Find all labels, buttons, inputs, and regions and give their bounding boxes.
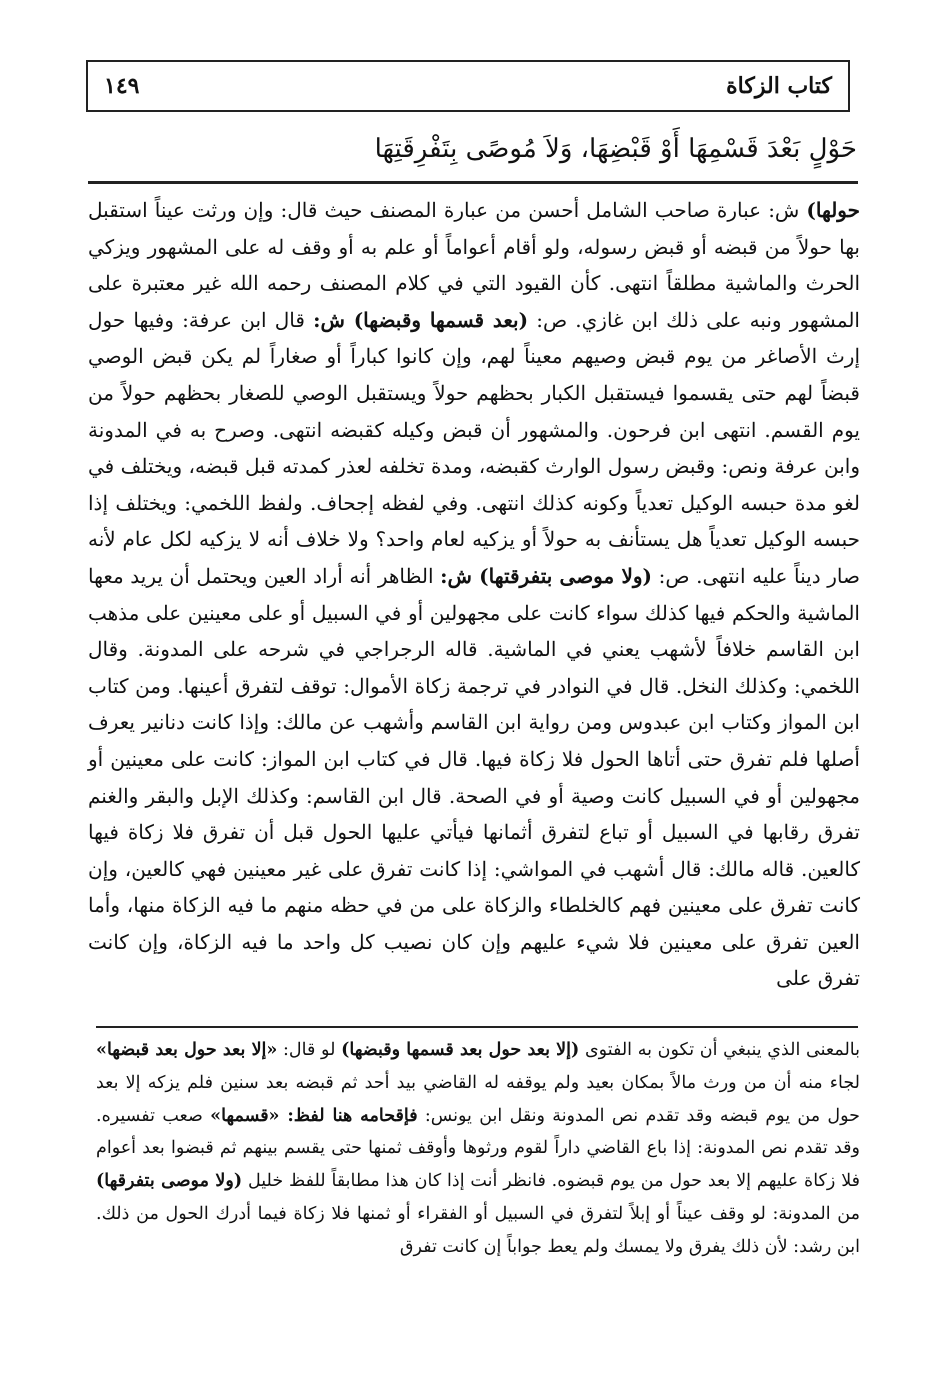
commentary-term: حولها)	[806, 198, 860, 222]
commentary-text: ش: عبارة صاحب الشامل أحسن من عبارة المصنف حيث قال: وإن ورثت عيناً استقبل بها حولاً من قبضه أو قبض رسوله، ولو أقام أعواماً أو علم به أو وقف له على المشهور ويزكي الحرث والماشية مطلقاً انتهى. كأن القيود التي في كلام المصنف رحمه الله غير معتبرة على المشهور ونبه على ذلك ابن غازي. ص:	[88, 198, 860, 332]
separator-rule	[88, 181, 858, 184]
footnote-block	[96, 1034, 860, 1264]
footnote-text: من المدونة: لو وقف عيناً أو إبلاً لتفرق في السبيل أو الفقراء أو ثمنها فلا زكاة فيما أدرك الحول من ذلك. ابن رشد: لأن ذلك يفرق ولا يمسك ولم يعط جواباً إن كانت تفرق	[96, 1203, 860, 1257]
chapter-title: كتاب الزكاة	[726, 73, 832, 99]
footnote-quote: «إلا بعد حول بعد قبضها»	[96, 1040, 278, 1060]
main-text-line: حَوْلٍ بَعْدَ قَسْمِهَا أَوْ قَبْضِهَا، وَلاَ مُوصًى بِتَفْرِقَتِهَا	[374, 134, 857, 164]
footnote-text: بالمعنى الذي ينبغي أن تكون به الفتوى	[579, 1040, 860, 1060]
commentary-term: (ولا موصى بتفرقتها) ش:	[440, 563, 652, 588]
footnote-quote: (ولا موصى بتفرقها)	[96, 1171, 243, 1192]
commentary-term: (بعد قسمها وقبضها) ش:	[313, 307, 529, 332]
commentary-text: الظاهر أنه أراد العين ويحتمل أن يريد معها الماشية والحكم فيها كذلك سواء كانت على مجهولين أو في السبيل أو على معينين على مذهب ابن القاسم خلافاً لأشهب يعني في الماشية. قاله الرجراجي في شرحه على المدونة. وقال اللخمي: وكذلك النخل. قال في النوادر في ترجمة زكاة الأموال: توقف لتفرق أعينها. ومن كتاب ابن المواز وكتاب ابن عبدوس ومن رواية ابن القاسم وأشهب عن مالك: وإذا كانت دنانير يعرف أصلها فلم تفرق حتى أتاها الحول فلا زكاة فيها. قال في كتاب ابن المواز: كانت على معينين أو مجهولين أو في السبيل كانت وصية أو في الصحة. قال ابن القاسم: وكذلك الإبل والبقر والغنم تفرق رقابها في السبيل أو تباع لتفرق أثمانها فيأتي عليها الحول قبل أن تفرق فلا زكاة فيها كالعين. قاله مالك: قال أشهب في المواشي: إذا كانت تفرق على غير معينين فهي كالعين، وإن كانت تفرق على معينين فهم كالخلطاء والزكاة على من في حظه منهم ما فيه الزكاة منها، وأما العين تفرق على معينين فلا شيء عليهم وإن كان نصيب كل واحد ما فيه الزكاة، وإن كانت تفرق على	[88, 563, 860, 991]
commentary-block	[88, 192, 860, 997]
footnote-text: لو قال:	[277, 1040, 342, 1060]
footnote-quote: (إلا بعد حول بعد قسمها وقبضها)	[341, 1040, 580, 1060]
page-header	[86, 60, 850, 112]
commentary-text: قال ابن عرفة: وفيها حول إرث الأصاغر من يوم قبض وصيهم معيناً لهم، وإن كانوا كباراً أو صغاراً لم يكن قبض الوصي قبضاً لهم حتى يقسموا فيستقبل الكبار بحظهم حولاً ويستقبل الوصي للصغار بحظهم حولاً من يوم القسم. انتهى ابن فرحون. والمشهور أن قبض وكيله كقبضه انتهى. وصرح به في المدونة وابن عرفة ونص: وقبض رسول الوارث كقبضه، ومدة تخلفه لعذر كمدته قبل قبضه، ويختلف في لغو مدة حبسه الوكيل تعدياً وكونه كذلك انتهى. وفي لفظه إجحاف. ولفظ اللخمي: ويختلف إذا حبسه الوكيل تعدياً هل يستأنف به حولاً أو يزكيه لعام واحد؟ ولا خلاف أنه لا يزكيه لكل عام لأنه صار ديناً عليه انتهى. ص:	[88, 307, 860, 588]
footnote-quote: فإقحامه هنا لفظ: «قسمها»	[210, 1105, 418, 1126]
footnote-text: صعب تفسيره. وقد تقدم نص المدونة: إذا باع القاضي داراً لقوم ورثوها وأوقف ثمنها حتى يقسم بينهم ثم قبضوا بعد أعوام فلا زكاة عليهم إلا بعد حول من يوم قبضوه. فانظر أنت إذا كان هذا مطابقاً للفظ خليل	[96, 1105, 860, 1192]
page-number: ١٤٩	[104, 73, 140, 99]
footnote-separator	[96, 1026, 858, 1028]
footnote-text: لجاء منه أن من ورث مالاً بمكان بعيد ولم يوقفه له القاضي بيد أحد ثم قبضه بعد سنين فلم يزكه إلا بعد حول من يوم قبضه وقد تقدم نص المدونة ونقل ابن يونس:	[96, 1072, 860, 1126]
commentary-paragraph	[88, 192, 860, 997]
footnote-paragraph	[96, 1034, 860, 1264]
